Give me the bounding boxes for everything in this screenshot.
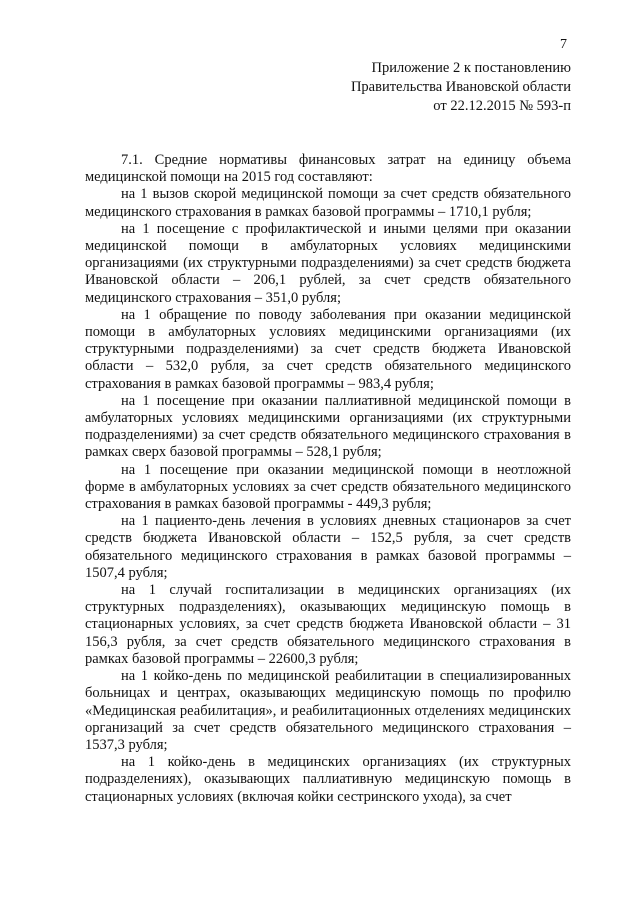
paragraph-day-hospital: на 1 пациенто-день лечения в условиях дневных стационаров за счет средств бюджета Ивановской области – 152,5 рубля, за счет средств обязательного медицинского страхования в рамках базовой программы – 1507,4 рубля; <box>85 513 571 581</box>
appendix-header-line-2: Правительства Ивановской области <box>350 79 571 95</box>
page-number: 7 <box>560 37 567 52</box>
paragraph-palliative-bed-day: на 1 койко-день в медицинских организациях (их структурных подразделениях), оказывающих паллиативную медицинскую помощь в стационарных условиях (включая койки сестринского ухода), за счет <box>85 754 571 805</box>
appendix-header-line-1: Приложение 2 к постановлению <box>371 60 571 76</box>
document-body <box>85 152 571 806</box>
paragraph-ambulance-call: на 1 вызов скорой медицинской помощи за счет средств обязательного медицинского страхования в рамках базовой программы – 1710,1 рубля; <box>85 186 571 220</box>
paragraph-preventive-visit: на 1 посещение с профилактической и иными целями при оказании медицинской помощи в амбулаторных условиях медицинскими организациями (их структурными подразделениями) за счет средств бюджета Ивановской области – 206,1 рублей, за счет средств обязательного медицинского страхования – 351,0 рубля; <box>85 220 571 306</box>
appendix-header-line-3: от 22.12.2015 № 593-п <box>433 98 571 114</box>
paragraph-hospitalization: на 1 случай госпитализации в медицинских организациях (их структурных подразделениях), оказывающих медицинскую помощь в стационарных условиях, за счет средств бюджета Ивановской области – 31 156,3 рубля, за счет средств обязательного медицинского страхования в рамках базовой программы – 22600,3 рубля; <box>85 582 571 667</box>
paragraph-intro: 7.1. Средние нормативы финансовых затрат на единицу объема медицинской помощи на 2015 год составляют: <box>85 152 571 186</box>
paragraph-rehabilitation-bed-day: на 1 койко-день по медицинской реабилитации в специализированных больницах и центрах, оказывающих медицинскую помощь по профилю «Медицинская реабилитация», и реабилитационных отделениях медицинских организаций за счет средств обязательного медицинского страхования – 1537,3 рубля; <box>85 668 571 753</box>
paragraph-urgent-visit: на 1 посещение при оказании медицинской помощи в неотложной форме в амбулаторных условиях за счет средств обязательного медицинского страхования в рамках базовой программы - 449,3 рубля; <box>85 461 571 513</box>
appendix-header <box>351 59 571 116</box>
paragraph-palliative-visit: на 1 посещение при оказании паллиативной медицинской помощи в амбулаторных условиях медицинскими организациями (их структурными подразделениями) за счет средств обязательного медицинского страхования в рамках сверх базовой программы – 528,1 рубля; <box>85 392 571 461</box>
paragraph-disease-visit: на 1 обращение по поводу заболевания при оказании медицинской помощи в амбулаторных условиях медицинскими организациями (их структурными подразделениями) за счет средств бюджета Ивановской области – 532,0 рубля, за счет средств обязательного медицинского страхования в рамках базовой программы – 983,4 рубля; <box>85 306 571 392</box>
